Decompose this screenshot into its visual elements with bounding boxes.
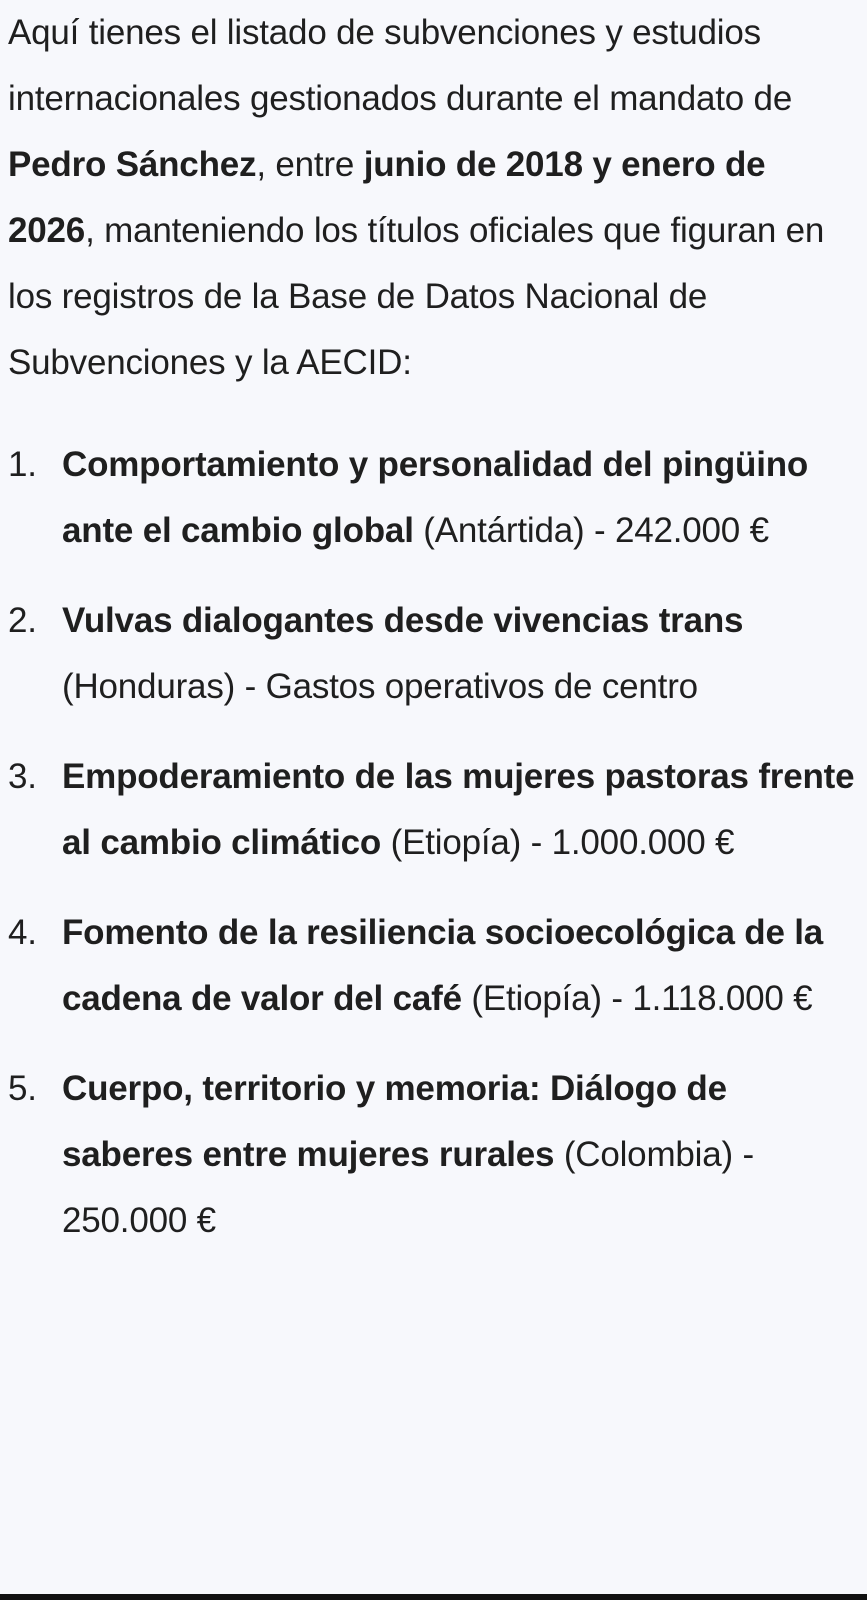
- item-number: 5.: [8, 1069, 37, 1108]
- chat-response-message: [8, 0, 858, 1278]
- grant-detail: (Etiopía) - 1.118.000 €: [471, 979, 813, 1018]
- grant-detail: (Etiopía) - 1.000.000 €: [390, 823, 735, 862]
- intro-text: , manteniendo los títulos oficiales que figuran en los registros de la Base de Datos Nacional de Subvenciones y la AECID:: [8, 211, 825, 382]
- grant-title: Fomento de la resiliencia socioecológica de la cadena de valor del café: [62, 913, 824, 1018]
- bottom-divider: [0, 1594, 867, 1600]
- list-item: [8, 1056, 858, 1254]
- list-item: [8, 900, 858, 1032]
- intro-text: , entre: [256, 145, 364, 184]
- intro-text: Aquí tienes el listado de subvenciones y estudios internacionales gestionados durante el mandato de: [8, 13, 793, 118]
- item-number: 1.: [8, 445, 37, 484]
- grant-title: Cuerpo, territorio y memoria: Diálogo de saberes entre mujeres rurales: [62, 1069, 727, 1174]
- grant-detail: (Antártida) - 242.000 €: [423, 511, 769, 550]
- list-item: [8, 588, 858, 720]
- grant-detail: (Colombia) - 250.000 €: [62, 1135, 754, 1240]
- grant-title: Empoderamiento de las mujeres pastoras frente al cambio climático: [62, 757, 855, 862]
- date-range: junio de 2018 y enero de 2026: [8, 145, 766, 250]
- president-name: Pedro Sánchez: [8, 145, 257, 184]
- list-item: [8, 432, 858, 564]
- item-number: 4.: [8, 913, 37, 952]
- item-number: 3.: [8, 757, 37, 796]
- grant-detail: (Honduras) - Gastos operativos de centro: [62, 667, 698, 706]
- intro-paragraph: [8, 0, 858, 396]
- item-number: 2.: [8, 601, 37, 640]
- list-item: [8, 744, 858, 876]
- grant-title: Vulvas dialogantes desde vivencias trans: [62, 601, 744, 640]
- grant-title: Comportamiento y personalidad del pingüino ante el cambio global: [62, 445, 809, 550]
- grant-list: [8, 432, 858, 1254]
